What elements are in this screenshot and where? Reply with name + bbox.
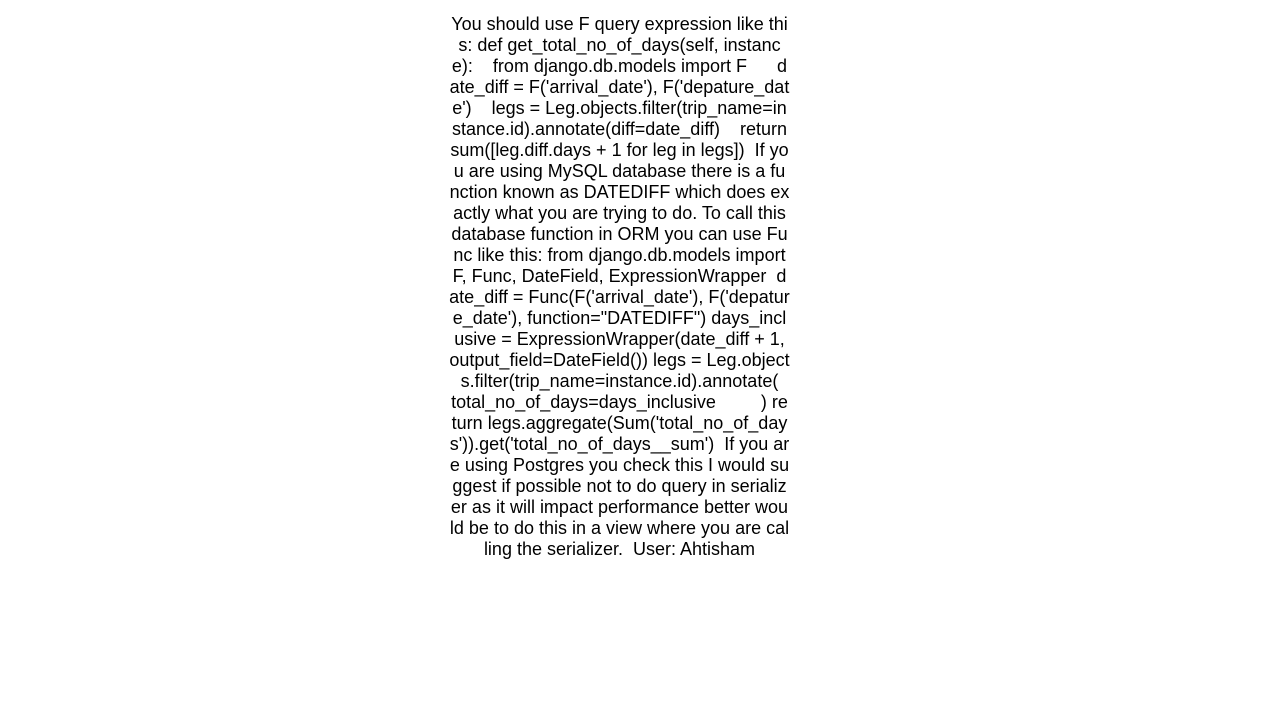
answer-text: You should use F query expression like this: def get_total_no_of_days(self, instance): from django.db.models import F date_diff = F('arrival_date'), F('depature_date') legs = Leg.objects.filter(trip_name=instance.id).annotate(diff=date_diff) return sum([leg.diff.days + 1 for leg in legs]) If you are using MySQL database there is a function known as DATEDIFF which does exactly what you are trying to do. To call this database function in ORM you can use Func like this: from django.db.models import F, Func, DateField, ExpressionWrapper date_diff = Func(F('arrival_date'), F('depature_date'), function="DATEDIFF") days_inclusive = ExpressionWrapper(date_diff + 1, output_field=DateField()) legs = Leg.objects.filter(trip_name=instance.id).annotate( total_no_of_days=days_inclusive ) return legs.aggregate(Sum('total_no_of_days')).get('total_no_of_days__sum') If you are using Postgres you check this I would suggest if possible not to do query in serializer as it will impact performance better would be to do this in a view where you are calling the serializer. User: Ahtisham (449, 14, 804, 559)
